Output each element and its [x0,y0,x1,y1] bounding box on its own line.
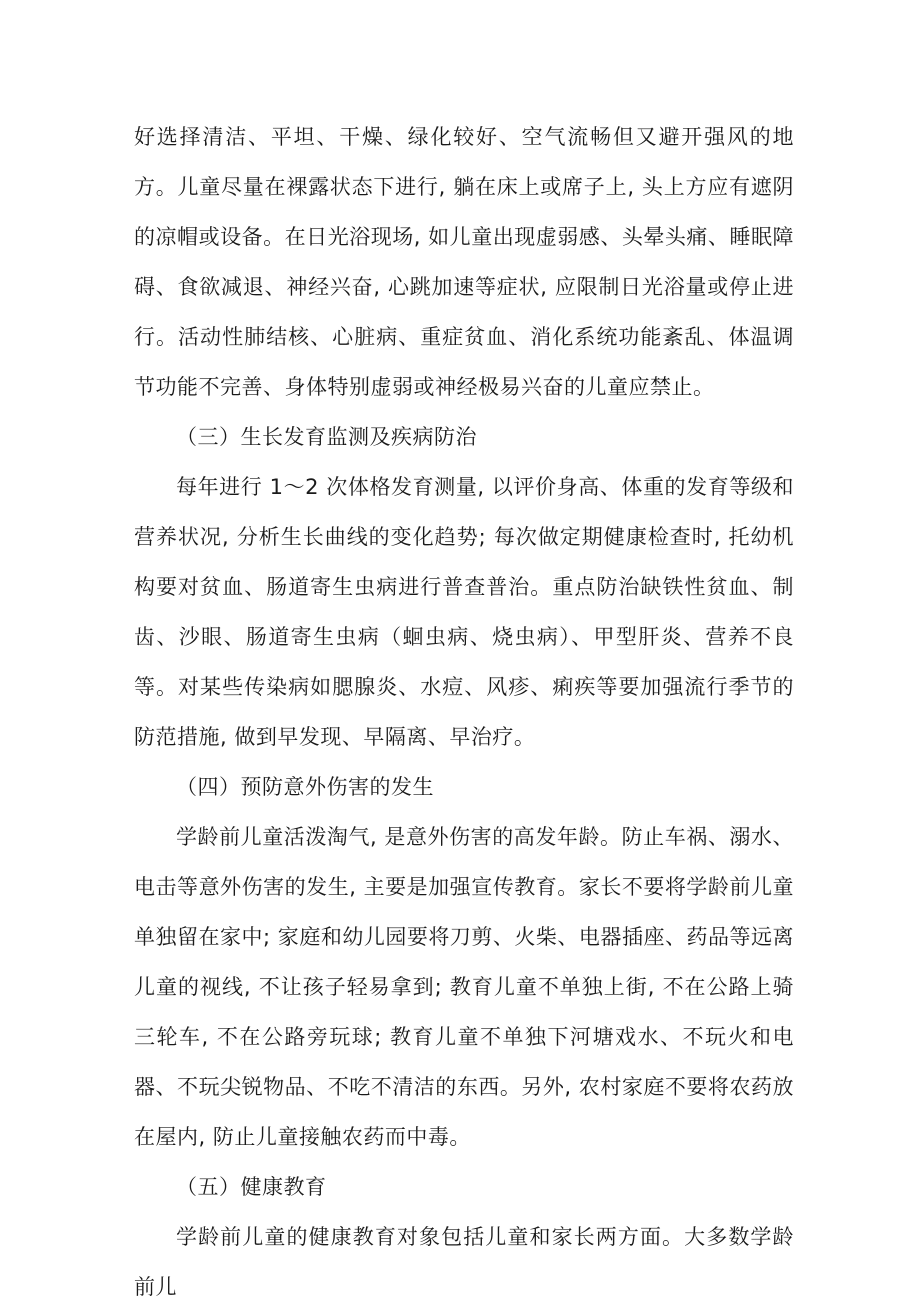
paragraph-accident-prevention: 学龄前儿童活泼淘气, 是意外伤害的高发年龄。防止车祸、溺水、电击等意外伤害的发生, 主要是加强宣传教育。家长不要将学龄前儿童单独留在家中; 家庭和幼儿园要将刀剪、火柴、电器插座、药品等远离儿童的视线, 不让孩子轻易拿到; 教育儿童不单独上街, 不在公路上骑三轮车, 不在公路旁玩球; 教育儿童不单独下河塘戏水、不玩火和电器、不玩尖锐物品、不吃不清洁的东西。另外, 农村家庭不要将农药放在屋内, 防止儿童接触农药而中毒。 [134,825,794,1149]
document-page [134,112,794,1312]
paragraph-growth-monitoring: 每年进行 1～2 次体格发育测量, 以评价身高、体重的发育等级和营养状况, 分析生长曲线的变化趋势; 每次做定期健康检查时, 托幼机构要对贫血、肠道寄生虫病进行普查普治。重点防治缺铁性贫血、制齿、沙眼、肠道寄生虫病（蛔虫病、烧虫病）、甲型肝炎、营养不良等。对某些传染病如腮腺炎、水痘、风疹、痢疾等要加强流行季节的防范措施, 做到早发现、早隔离、早治疗。 [134,475,794,749]
section-heading-health-education: （五）健康教育 [176,1175,327,1199]
paragraph-sunbath-conditions: 好选择清洁、平坦、干燥、绿化较好、空气流畅但又避开强风的地方。儿童尽量在裸露状态下进行, 躺在床上或席子上, 头上方应有遮阴的凉帽或设备。在日光浴现场, 如儿童出现虚弱感、头晕头痛、睡眠障碍、食欲减退、神经兴奋, 心跳加速等症状, 应限制日光浴量或停止进行。活动性肺结核、心脏病、重症贫血、消化系统功能紊乱、体温调节功能不完善、身体特别虚弱或神经极易兴奋的儿童应禁止。 [134,125,794,399]
paragraph-health-education: 学龄前儿童的健康教育对象包括儿童和家长两方面。大多数学龄前儿 [134,1225,794,1299]
section-heading-accident-prevention: （四）预防意外伤害的发生 [176,775,434,799]
section-heading-growth-monitoring: （三）生长发育监测及疾病防治 [176,425,477,449]
